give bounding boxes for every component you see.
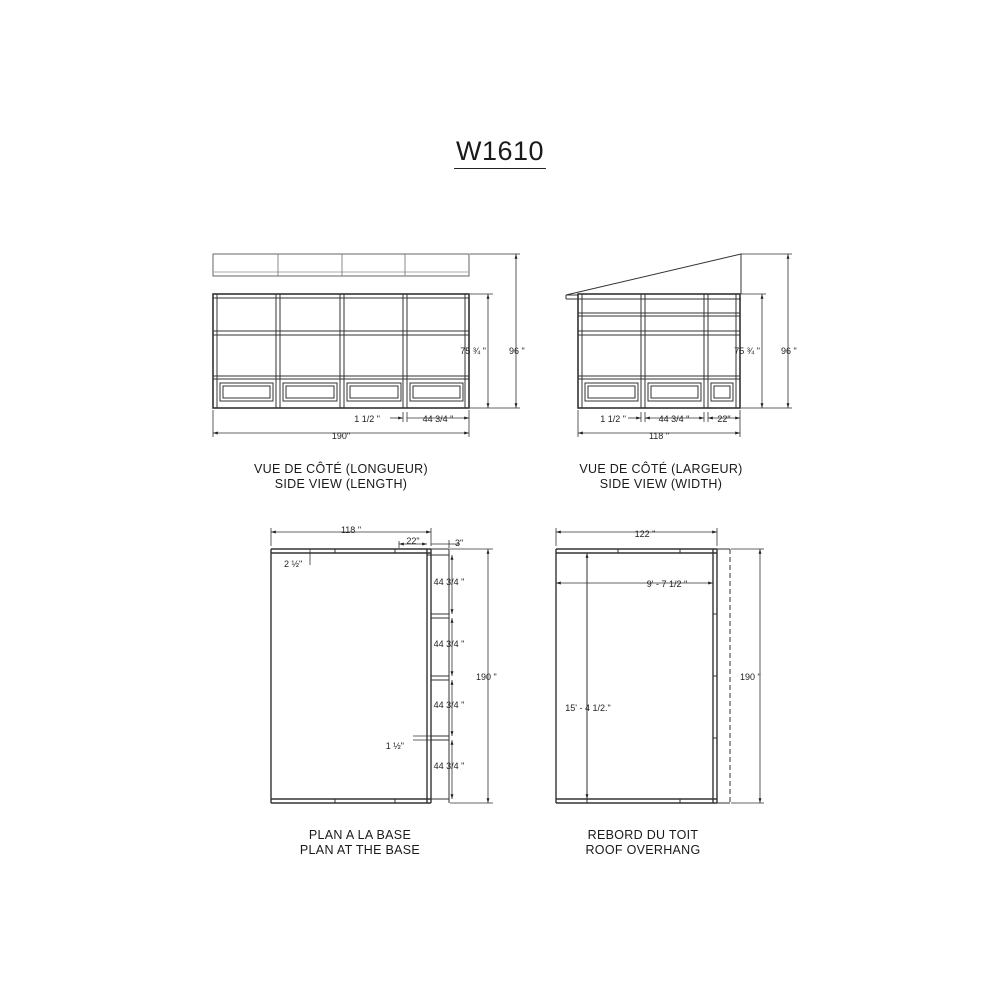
dim-base-panel-3: 44 3/4 " [433, 700, 465, 710]
dim-length-190: 190" [331, 431, 351, 441]
caption-base-plan [230, 828, 490, 858]
dim-wall-height-length: 75 ¾ " [460, 346, 486, 356]
caption-side-width-en: SIDE VIEW (WIDTH) [599, 477, 723, 491]
model-number: W1610 [454, 136, 546, 169]
dim-base-panel-2: 44 3/4 " [433, 639, 465, 649]
caption-roof-overhang [513, 828, 773, 858]
dim-post-length: 1 1/2 " [354, 414, 380, 424]
caption-side-length [211, 462, 471, 492]
dim-base-panel-4: 44 3/4 " [433, 761, 465, 771]
dim-base-width: 118 " [340, 525, 362, 535]
dim-width-118: 118 " [648, 431, 670, 441]
caption-roof-overhang-fr: REBORD DU TOIT [587, 828, 699, 842]
caption-side-length-fr: VUE DE CÔTÉ (LONGUEUR) [254, 462, 428, 476]
wall-frame [213, 294, 469, 408]
dim-base-offset: 2 ½" [284, 559, 303, 569]
roof-slope [566, 254, 741, 295]
caption-roof-overhang-en: ROOF OVERHANG [585, 843, 701, 857]
dim-panel-width: 44 3/4 " [658, 414, 690, 424]
dim-base-door: 22" [406, 536, 420, 546]
dim-base-panel-1: 44 3/4 " [433, 577, 465, 587]
dim-base-length: 190 " [476, 672, 497, 682]
dim-base-gap: 1 ½" [385, 741, 404, 751]
dim-panel-length: 44 3/4 " [422, 414, 454, 424]
dim-post-width: 1 1/2 " [600, 414, 626, 424]
dim-base-post: 3" [455, 538, 464, 548]
dim-total-height-length: 96 " [509, 346, 525, 356]
caption-side-width [531, 462, 791, 492]
caption-base-plan-fr: PLAN A LA BASE [308, 828, 412, 842]
dim-roof-inner-width: 9' - 7 1/2 " [646, 579, 688, 589]
roof-overhang [556, 528, 764, 803]
transom-band [213, 254, 469, 276]
dim-door-width: 22" [717, 414, 731, 424]
dim-roof-width: 122 " [634, 529, 656, 539]
caption-side-width-fr: VUE DE CÔTÉ (LARGEUR) [579, 462, 743, 476]
caption-base-plan-en: PLAN AT THE BASE [299, 843, 421, 857]
dim-total-height-width: 96 " [781, 346, 797, 356]
caption-side-length-en: SIDE VIEW (LENGTH) [274, 477, 408, 491]
dim-roof-inner-length: 15' - 4 1/2." [565, 703, 611, 713]
dim-roof-length: 190 " [740, 672, 761, 682]
wall-frame-width [578, 294, 740, 408]
dim-wall-height-width: 75 ¾ " [734, 346, 760, 356]
